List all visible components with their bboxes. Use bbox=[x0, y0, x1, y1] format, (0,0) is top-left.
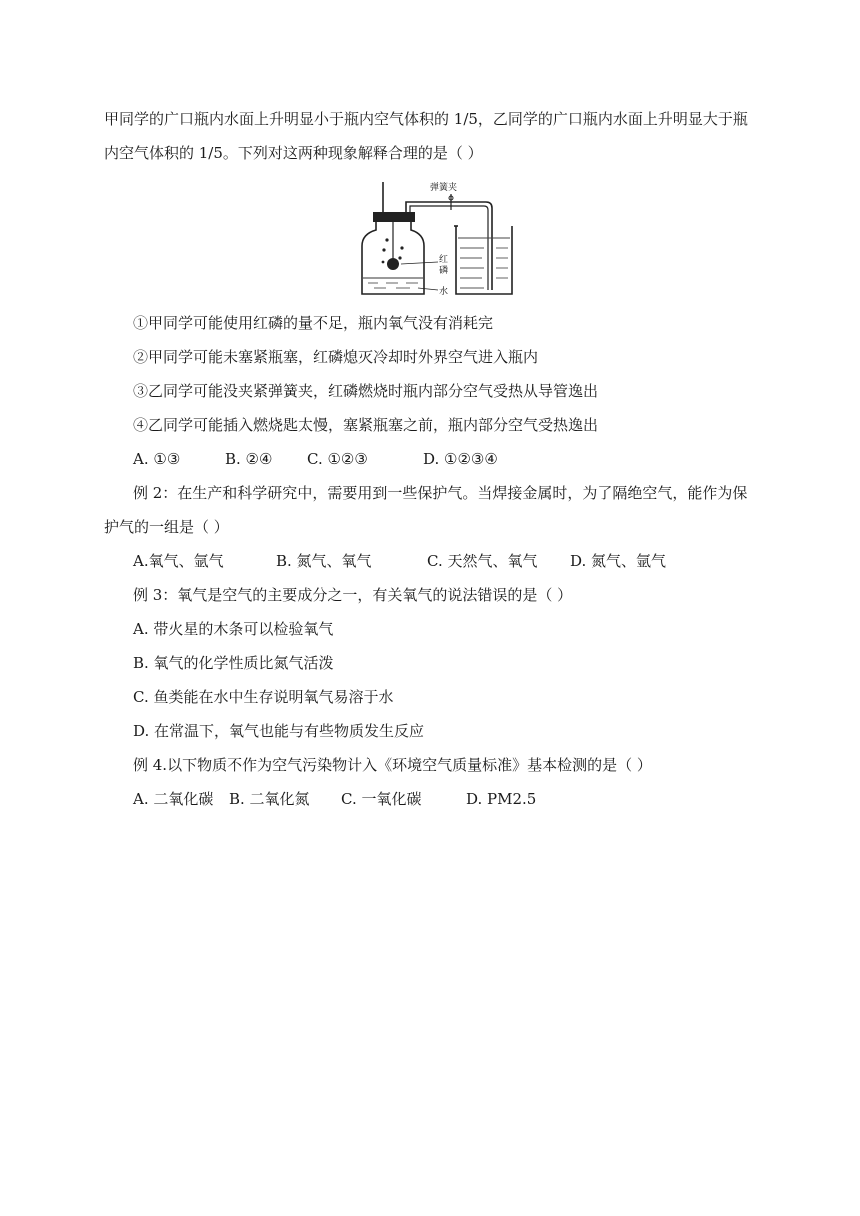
example2-stem-line2: 护气的一组是（ ） bbox=[104, 518, 229, 536]
water-label: 水 bbox=[439, 287, 449, 297]
delivery-tube bbox=[406, 202, 492, 290]
option-b: B. ②④ bbox=[225, 450, 273, 468]
example3-stem: 例 3：氧气是空气的主要成分之一，有关氧气的说法错误的是（ ） bbox=[133, 586, 573, 604]
option-a: A. 二氧化碳 bbox=[133, 790, 214, 808]
option-a: A. ①③ bbox=[133, 450, 181, 468]
example3-option-d: D. 在常温下，氧气也能与有些物质发生反应 bbox=[133, 722, 425, 740]
example4-stem: 例 4.以下物质不作为空气污染物计入《环境空气质量标准》基本检测的是（ ） bbox=[133, 756, 652, 774]
example1-options bbox=[133, 449, 498, 469]
phosphorus-label-1: 红 bbox=[439, 255, 449, 265]
option-c: C. 天然气、氧气 bbox=[427, 552, 538, 570]
clamp-label: 弹簧夹 bbox=[430, 183, 458, 193]
beaker bbox=[456, 226, 512, 294]
example3-option-c: C. 鱼类能在水中生存说明氧气易溶于水 bbox=[133, 688, 394, 706]
example3-option-a: A. 带火星的木条可以检验氧气 bbox=[133, 620, 334, 638]
statement-1: ①甲同学可能使用红磷的量不足，瓶内氧气没有消耗完 bbox=[133, 314, 494, 332]
rubber-stopper bbox=[373, 212, 415, 222]
example2-stem-line1: 例 2：在生产和科学研究中，需要用到一些保护气。当焊接金属时，为了隔绝空气，能作为保 bbox=[133, 484, 748, 502]
example2-options bbox=[133, 551, 666, 571]
red-phosphorus bbox=[387, 258, 399, 270]
statement-3: ③乙同学可能没夹紧弹簧夹，红磷燃烧时瓶内部分空气受热从导管逸出 bbox=[133, 382, 599, 400]
option-d: D. ①②③④ bbox=[423, 450, 498, 468]
statement-4: ④乙同学可能插入燃烧匙太慢，塞紧瓶塞之前，瓶内部分空气受热逸出 bbox=[133, 416, 599, 434]
example4-options bbox=[133, 789, 536, 809]
option-d: D. PM2.5 bbox=[466, 790, 537, 808]
option-c: C. ①②③ bbox=[307, 450, 368, 468]
statement-2: ②甲同学可能未塞紧瓶塞，红磷熄灭冷却时外界空气进入瓶内 bbox=[133, 348, 539, 366]
phosphorus-label-2: 磷 bbox=[439, 266, 449, 276]
option-c: C. 一氧化碳 bbox=[341, 790, 422, 808]
red-phosphorus-apparatus-figure bbox=[356, 178, 516, 302]
option-d: D. 氮气、氩气 bbox=[570, 552, 667, 570]
example1-stem-line2: 内空气体积的 1/5。下列对这两种现象解释合理的是（ ） bbox=[104, 144, 483, 162]
option-b: B. 氮气、氧气 bbox=[276, 552, 372, 570]
example3-option-b: B. 氧气的化学性质比氮气活泼 bbox=[133, 654, 334, 672]
example1-stem-line1: 甲同学的广口瓶内水面上升明显小于瓶内空气体积的 1/5，乙同学的广口瓶内水面上升明显大于瓶 bbox=[104, 110, 748, 128]
option-b: B. 二氧化氮 bbox=[229, 790, 310, 808]
option-a: A.氧气、氩气 bbox=[133, 552, 224, 570]
